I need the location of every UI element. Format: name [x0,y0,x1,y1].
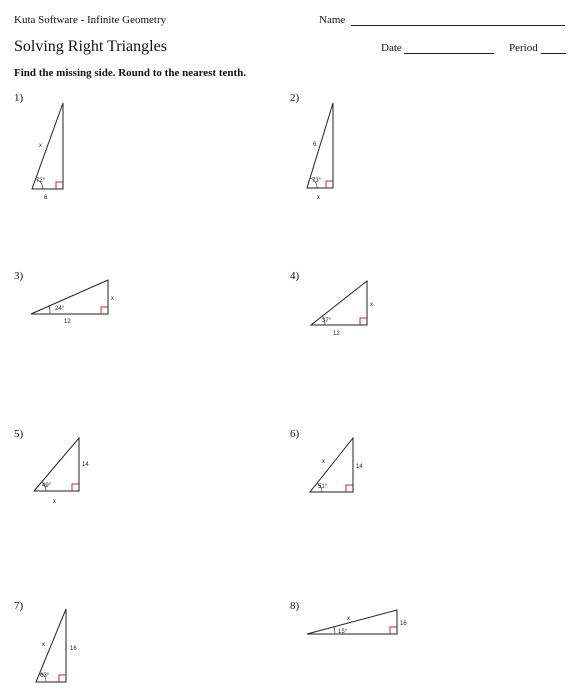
side-label: x [53,499,56,505]
side-label: x [39,143,42,149]
right-angle-mark [326,181,333,188]
right-angle-mark [101,307,108,314]
problem-number: 4) [290,270,300,282]
problem-number: 2) [290,92,300,104]
period-label: Period [509,42,538,54]
triangle-diagram [300,432,380,512]
triangle-diagram [305,278,385,348]
side-label: x [317,195,320,201]
angle-label: 72° [36,178,46,184]
problem-number: 6) [290,428,300,440]
angle-label: 37° [322,318,332,324]
date-label: Date [381,42,402,54]
right-angle-mark [346,485,353,492]
triangle-shape [307,103,333,188]
date-blank-line[interactable] [404,53,494,54]
side-label: x [347,616,350,622]
triangle-shape [307,610,397,634]
triangle-shape [311,281,367,325]
side-label: x [42,642,45,648]
angle-arc [49,306,50,314]
side-label: 14 [356,464,363,470]
triangle-shape [310,438,353,492]
triangle-shape [36,609,66,682]
right-angle-mark [360,318,367,325]
side-label: x [111,296,114,302]
angle-label: 73° [312,178,322,184]
period-blank-line[interactable] [541,53,566,54]
name-blank-line[interactable] [351,25,565,26]
side-label: 14 [82,462,89,468]
problem-number: 7) [14,600,24,612]
worksheet-title: Solving Right Triangles [14,38,167,55]
side-label: 16 [70,646,77,652]
side-label: x [370,302,373,308]
name-label: Name [319,14,346,26]
angle-label: 51° [318,484,328,490]
side-label: x [322,459,325,465]
triangle-diagram [25,602,95,692]
triangle-diagram [300,602,420,647]
triangle-shape [31,280,108,314]
triangle-shape [34,438,79,491]
triangle-diagram [25,275,135,330]
problem-number: 3) [14,270,24,282]
side-label: 6 [44,195,48,201]
software-title: Kuta Software - Infinite Geometry [14,14,167,26]
side-label: 6 [313,142,317,148]
problem-number: 1) [14,92,24,104]
problem-number: 5) [14,428,24,440]
triangle-diagram [20,95,80,210]
triangle-diagram [25,432,105,517]
side-label: 16 [400,621,407,627]
right-angle-mark [56,182,63,189]
right-angle-mark [390,627,397,634]
side-label: 12 [64,319,71,325]
right-angle-mark [59,675,66,682]
angle-label: 63° [40,673,50,679]
triangle-shape [32,103,63,189]
instructions: Find the missing side. Round to the nearest tenth. [14,67,247,79]
side-label: 12 [333,331,340,337]
angle-label: 15° [338,629,348,635]
problem-number: 8) [290,600,300,612]
angle-label: 49° [42,483,52,489]
angle-label: 24° [55,306,65,312]
triangle-diagram [300,98,360,208]
right-angle-mark [72,484,79,491]
angle-arc [334,627,335,634]
